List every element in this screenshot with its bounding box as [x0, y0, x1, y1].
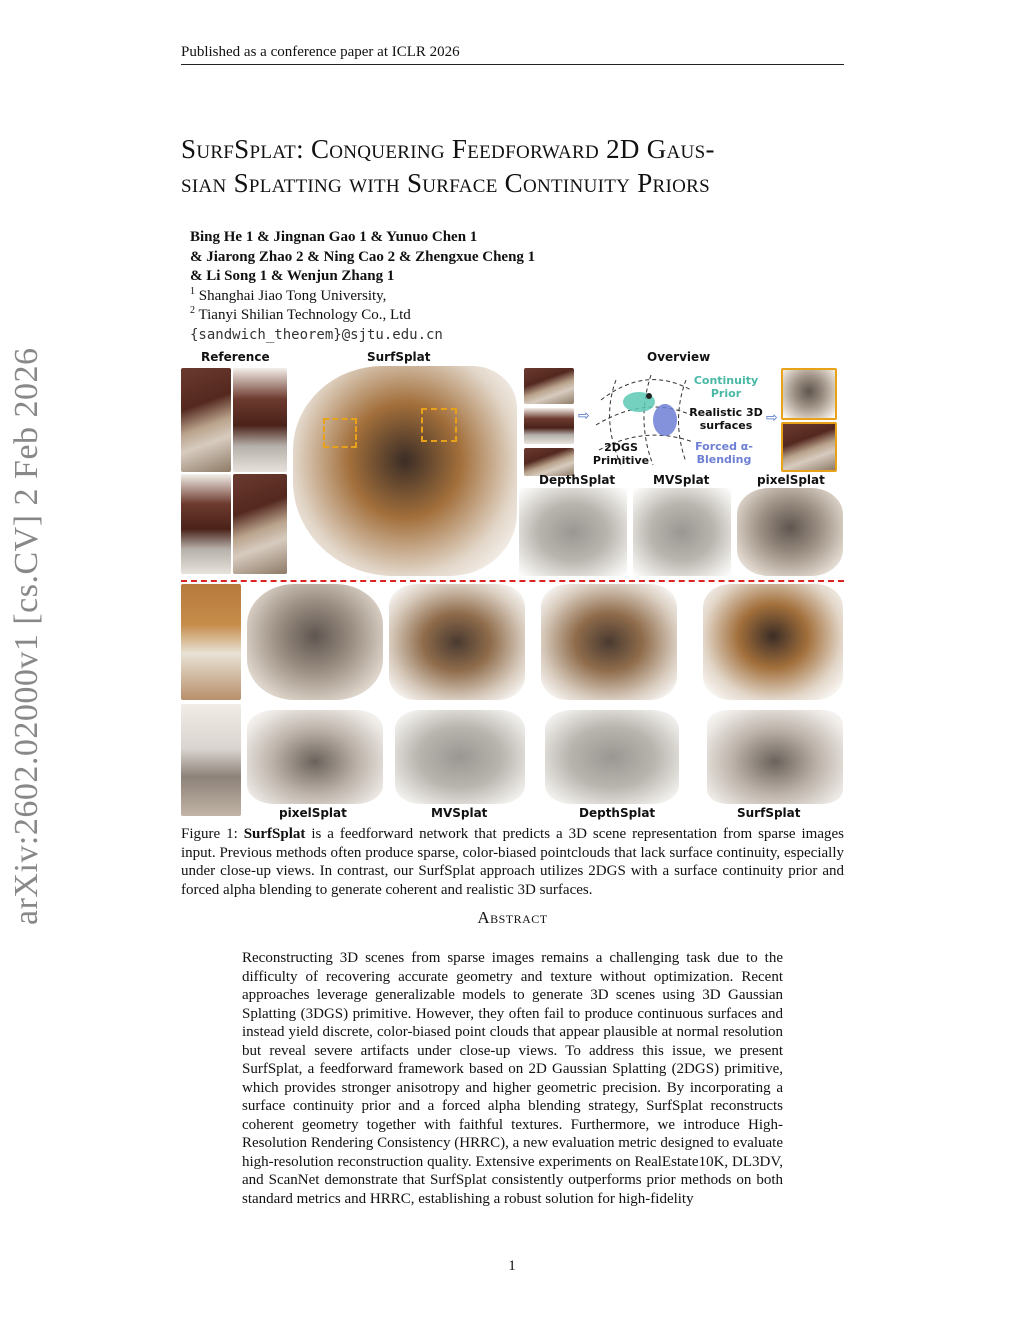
zoom-crop-2	[781, 422, 837, 472]
label-pixelsplat-bottom: pixelSplat	[279, 806, 347, 820]
closeup-pixelsplat	[737, 488, 843, 576]
affiliation-2-mark: 2	[190, 305, 195, 316]
label-reference: Reference	[201, 350, 270, 364]
bottom-reference-2	[181, 704, 241, 816]
closeup-mvsplat	[633, 488, 731, 576]
bottom-reference-1	[181, 584, 241, 700]
title-line-2: sian Splatting with Surface Continuity Priors	[181, 168, 710, 198]
label-surfsplat-bottom: SurfSplat	[737, 806, 801, 820]
arxiv-identifier[interactable]: arXiv:2602.02000v1 [cs.CV] 2 Feb 2026	[8, 347, 45, 925]
abstract-body: Reconstructing 3D scenes from sparse images remains a challenging task due to the difficulty of recovering accurate geometry and texture without optimization. Recent approaches leverage generalizable models to generate 3D scenes using 3D Gaussian Splatting (3DGS) primitive. However, they often fail to produce continuous surfaces and instead yield discrete, color-biased point clouds that appear plausible at normal resolution but reveal severe artifacts under close-up views. To address this issue, we present SurfSplat, a feedforward framework based on 2D Gaussian Splatting (2DGS) primitive, which provides stronger anisotropy and higher geometric precision. By incorporating a surface continuity prior and a forced alpha blending strategy, SurfSplat reconstructs coherent geometry together with faithful textures. Furthermore, we introduce High-Resolution Rendering Consistency (HRRC), a new evaluation metric designed to evaluate high-resolution reconstruction quality. Extensive experiments on RealEstate10K, DL3DV, and ScanNet demonstrate that SurfSplat consistently outperforms prior methods on both standard metrics and HRRC, establishing a robust solution for high-fidelity	[242, 950, 783, 1207]
overview-input-3	[524, 448, 574, 476]
realistic-surfaces-label: Realistic 3D surfaces	[689, 406, 763, 432]
zoom-crop-1	[781, 368, 837, 420]
row1-surfsplat	[703, 584, 843, 700]
label-surfsplat-top: SurfSplat	[367, 350, 431, 364]
reference-image-2	[233, 368, 287, 472]
label-mvsplat-mid: MVSplat	[653, 473, 710, 487]
caption-text: is a feedforward network that predicts a 3D scene representation from sparse images input. Previous methods often produce sparse, color-biased pointclouds that lack surface continuity, especially under close-up views. In contrast, our SurfSplat approach utilizes 2DGS with a surface continuity prior and forced alpha blending to generate coherent and realistic 3D surfaces.	[181, 826, 844, 898]
label-mvsplat-bottom: MVSplat	[431, 806, 488, 820]
row2-pixelsplat	[247, 710, 383, 804]
label-pixelsplat-mid: pixelSplat	[757, 473, 825, 487]
figure-caption	[181, 825, 844, 899]
label-overview: Overview	[647, 350, 711, 364]
surfsplat-reconstruction	[293, 366, 517, 576]
author-line-1: Bing He 1 & Jingnan Gao 1 & Yunuo Chen 1	[190, 229, 478, 245]
forced-blending-label: Forced α-Blending	[695, 440, 753, 466]
label-depthsplat-bottom: DepthSplat	[579, 806, 656, 820]
zoom-box-1	[323, 418, 357, 448]
title-line-1: SurfSplat: Conquering Feedforward 2D Gaus-	[181, 134, 715, 164]
paper-title	[181, 132, 845, 200]
primitive-label: 2DGS Primitive	[592, 441, 650, 467]
caption-bold: SurfSplat	[243, 826, 306, 842]
row2-mvsplat	[395, 710, 525, 804]
page-number: 1	[508, 1258, 516, 1274]
caption-label: Figure 1:	[181, 826, 238, 842]
row2-depthsplat	[545, 710, 679, 804]
affiliation-2: $^2$ Tianyi Shilian Technology Co., Ltd	[190, 305, 411, 323]
reference-image-3	[181, 474, 231, 574]
row1-pixelsplat	[247, 584, 383, 700]
running-head: Published as a conference paper at ICLR 2026	[181, 44, 460, 60]
zoom-box-2	[421, 408, 457, 442]
row2-surfsplat	[707, 710, 843, 804]
header-rule	[181, 64, 844, 65]
closeup-depthsplat	[519, 488, 627, 576]
figure-1	[181, 348, 844, 823]
author-email[interactable]: {sandwich_theorem}@sjtu.edu.cn	[190, 326, 443, 343]
row1-mvsplat	[389, 584, 525, 700]
author-line-2: & Jiarong Zhao 2 & Ning Cao 2 & Zhengxue Cheng 1	[190, 248, 536, 265]
affiliation-1: $^1$ Shanghai Jiao Tong University,	[190, 285, 387, 304]
continuity-prior-label: Continuity Prior	[693, 374, 759, 400]
figure-separator	[181, 580, 844, 582]
arrow-right-icon: ⇨	[578, 408, 590, 424]
author-block	[190, 228, 535, 345]
row1-depthsplat	[541, 584, 677, 700]
affiliation-1-mark: 1	[190, 285, 195, 297]
abstract-heading: Abstract	[477, 908, 548, 927]
overview-input-2	[524, 408, 574, 444]
reference-image-4	[233, 474, 287, 574]
arrow-right-icon-2: ⇨	[766, 410, 778, 426]
author-line-3: & Li Song 1 & Wenjun Zhang 1	[190, 268, 395, 284]
overview-input-1	[524, 368, 574, 404]
label-depthsplat-mid: DepthSplat	[539, 473, 616, 487]
reference-image-1	[181, 368, 231, 472]
